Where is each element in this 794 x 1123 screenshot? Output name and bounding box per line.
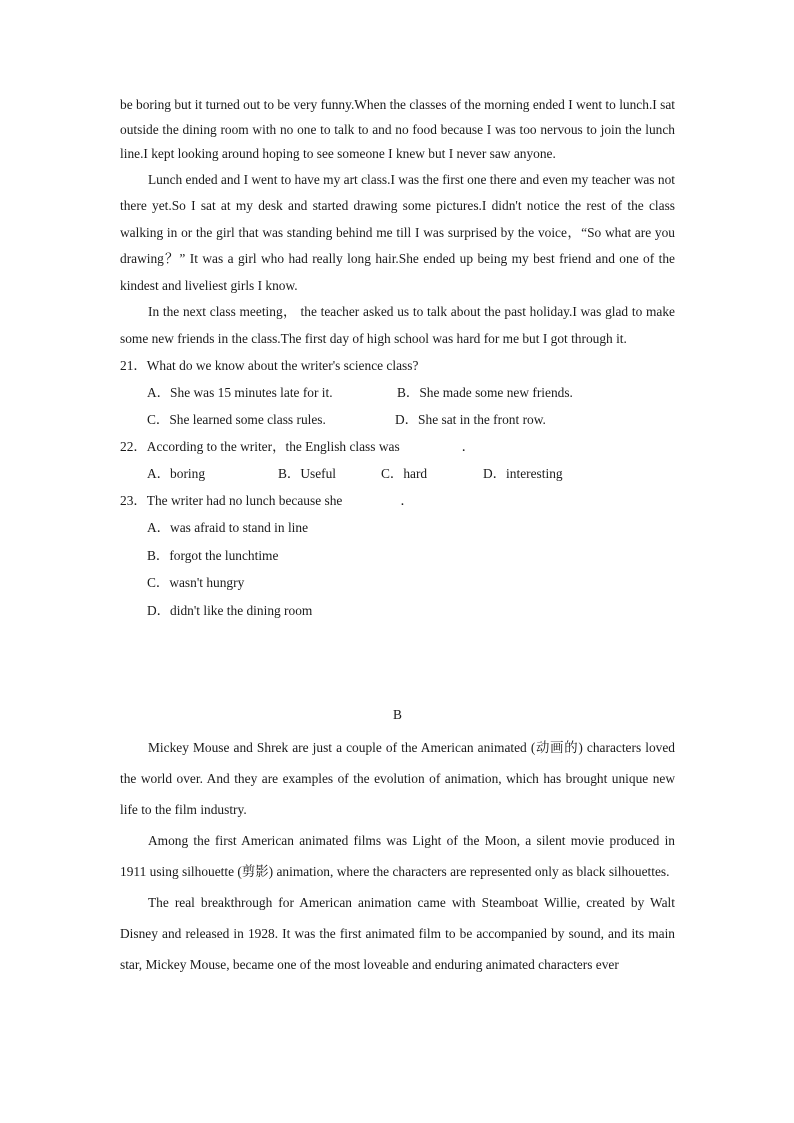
- question-23-stem: [120, 487, 675, 514]
- question-23-blank-end: ．: [400, 493, 414, 508]
- passage-a: [120, 93, 675, 624]
- question-21-option-a: A．She was 15 minutes late for it.: [147, 385, 333, 400]
- question-23-stem-text: 23．The writer had no lunch because she: [120, 493, 343, 508]
- passage-b-paragraph-3: The real breakthrough for American animation came with Steamboat Willie, created by Walt Disney and released in 1928. It was the first animated film to be accompanied by sound, and its main star, Mickey Mouse, became one of the most loveable and enduring animated characters ever: [120, 895, 675, 972]
- question-21-option-c: C．She learned some class rules.: [147, 412, 326, 427]
- passage-b-paragraph-2: Among the first American animated films was Light of the Moon, a silent movie produced in 1911 using silhouette (剪影) animation, where the characters are represented only as black silhouettes.: [120, 833, 675, 879]
- question-22-option-a: A．boring: [147, 466, 206, 481]
- question-23-option-d: D．didn't like the dining room: [147, 602, 313, 618]
- question-21-option-b: B．She made some new friends.: [397, 385, 573, 400]
- question-22-option-c: C．hard: [381, 466, 428, 481]
- passage-a-paragraph-1: be boring but it turned out to be very funny.When the classes of the morning ended I went to lunch.I sat outside the dining room with no one to talk to and no food because I was too nervous to join the lunch line.I kept looking around hoping to see someone I knew but I never saw anyone.: [120, 97, 675, 161]
- passage-a-paragraph-3: In the next class meeting， the teacher asked us to talk about the past holiday.I was glad to make some new friends in the class.The first day of high school was hard for me but I got through it.: [120, 304, 675, 346]
- passage-b: [120, 702, 675, 980]
- question-23-option-b: B．forgot the lunchtime: [147, 547, 279, 563]
- question-22-stem: [120, 433, 675, 460]
- question-22-options: [120, 460, 675, 487]
- question-22-stem-text: 22．According to the writer，the English class was: [120, 439, 400, 454]
- question-21-option-d: D．She sat in the front row.: [395, 412, 546, 427]
- question-23-option-c: C．wasn't hungry: [147, 575, 245, 590]
- passage-b-paragraph-1: Mickey Mouse and Shrek are just a couple of the American animated (动画的) characters loved the world over. And they are examples of the evolution of animation, which has brought unique new life to the film industry.: [120, 740, 675, 817]
- question-21-options-row-1: [120, 379, 675, 406]
- question-21-stem: 21．What do we know about the writer's science class?: [120, 358, 419, 373]
- question-21-options-row-2: [120, 406, 675, 433]
- question-23-option-a: A．was afraid to stand in line: [147, 520, 309, 535]
- passage-a-paragraph-2: Lunch ended and I went to have my art class.I was the first one there and even my teacher was not there yet.So I sat at my desk and started drawing some pictures.I didn't notice the rest of the class walking in or the girl that was standing behind me till I was surprised by the voice，“So what are you drawing？” It was a girl who had really long hair.She ended up being my best friend and one of the kindest and liveliest girls I know.: [120, 171, 675, 293]
- passage-b-heading: B: [393, 707, 402, 722]
- question-22-option-d: D．interesting: [483, 466, 563, 481]
- question-22-blank-end: ．: [461, 439, 476, 454]
- question-22-option-b: B．Useful: [278, 466, 337, 481]
